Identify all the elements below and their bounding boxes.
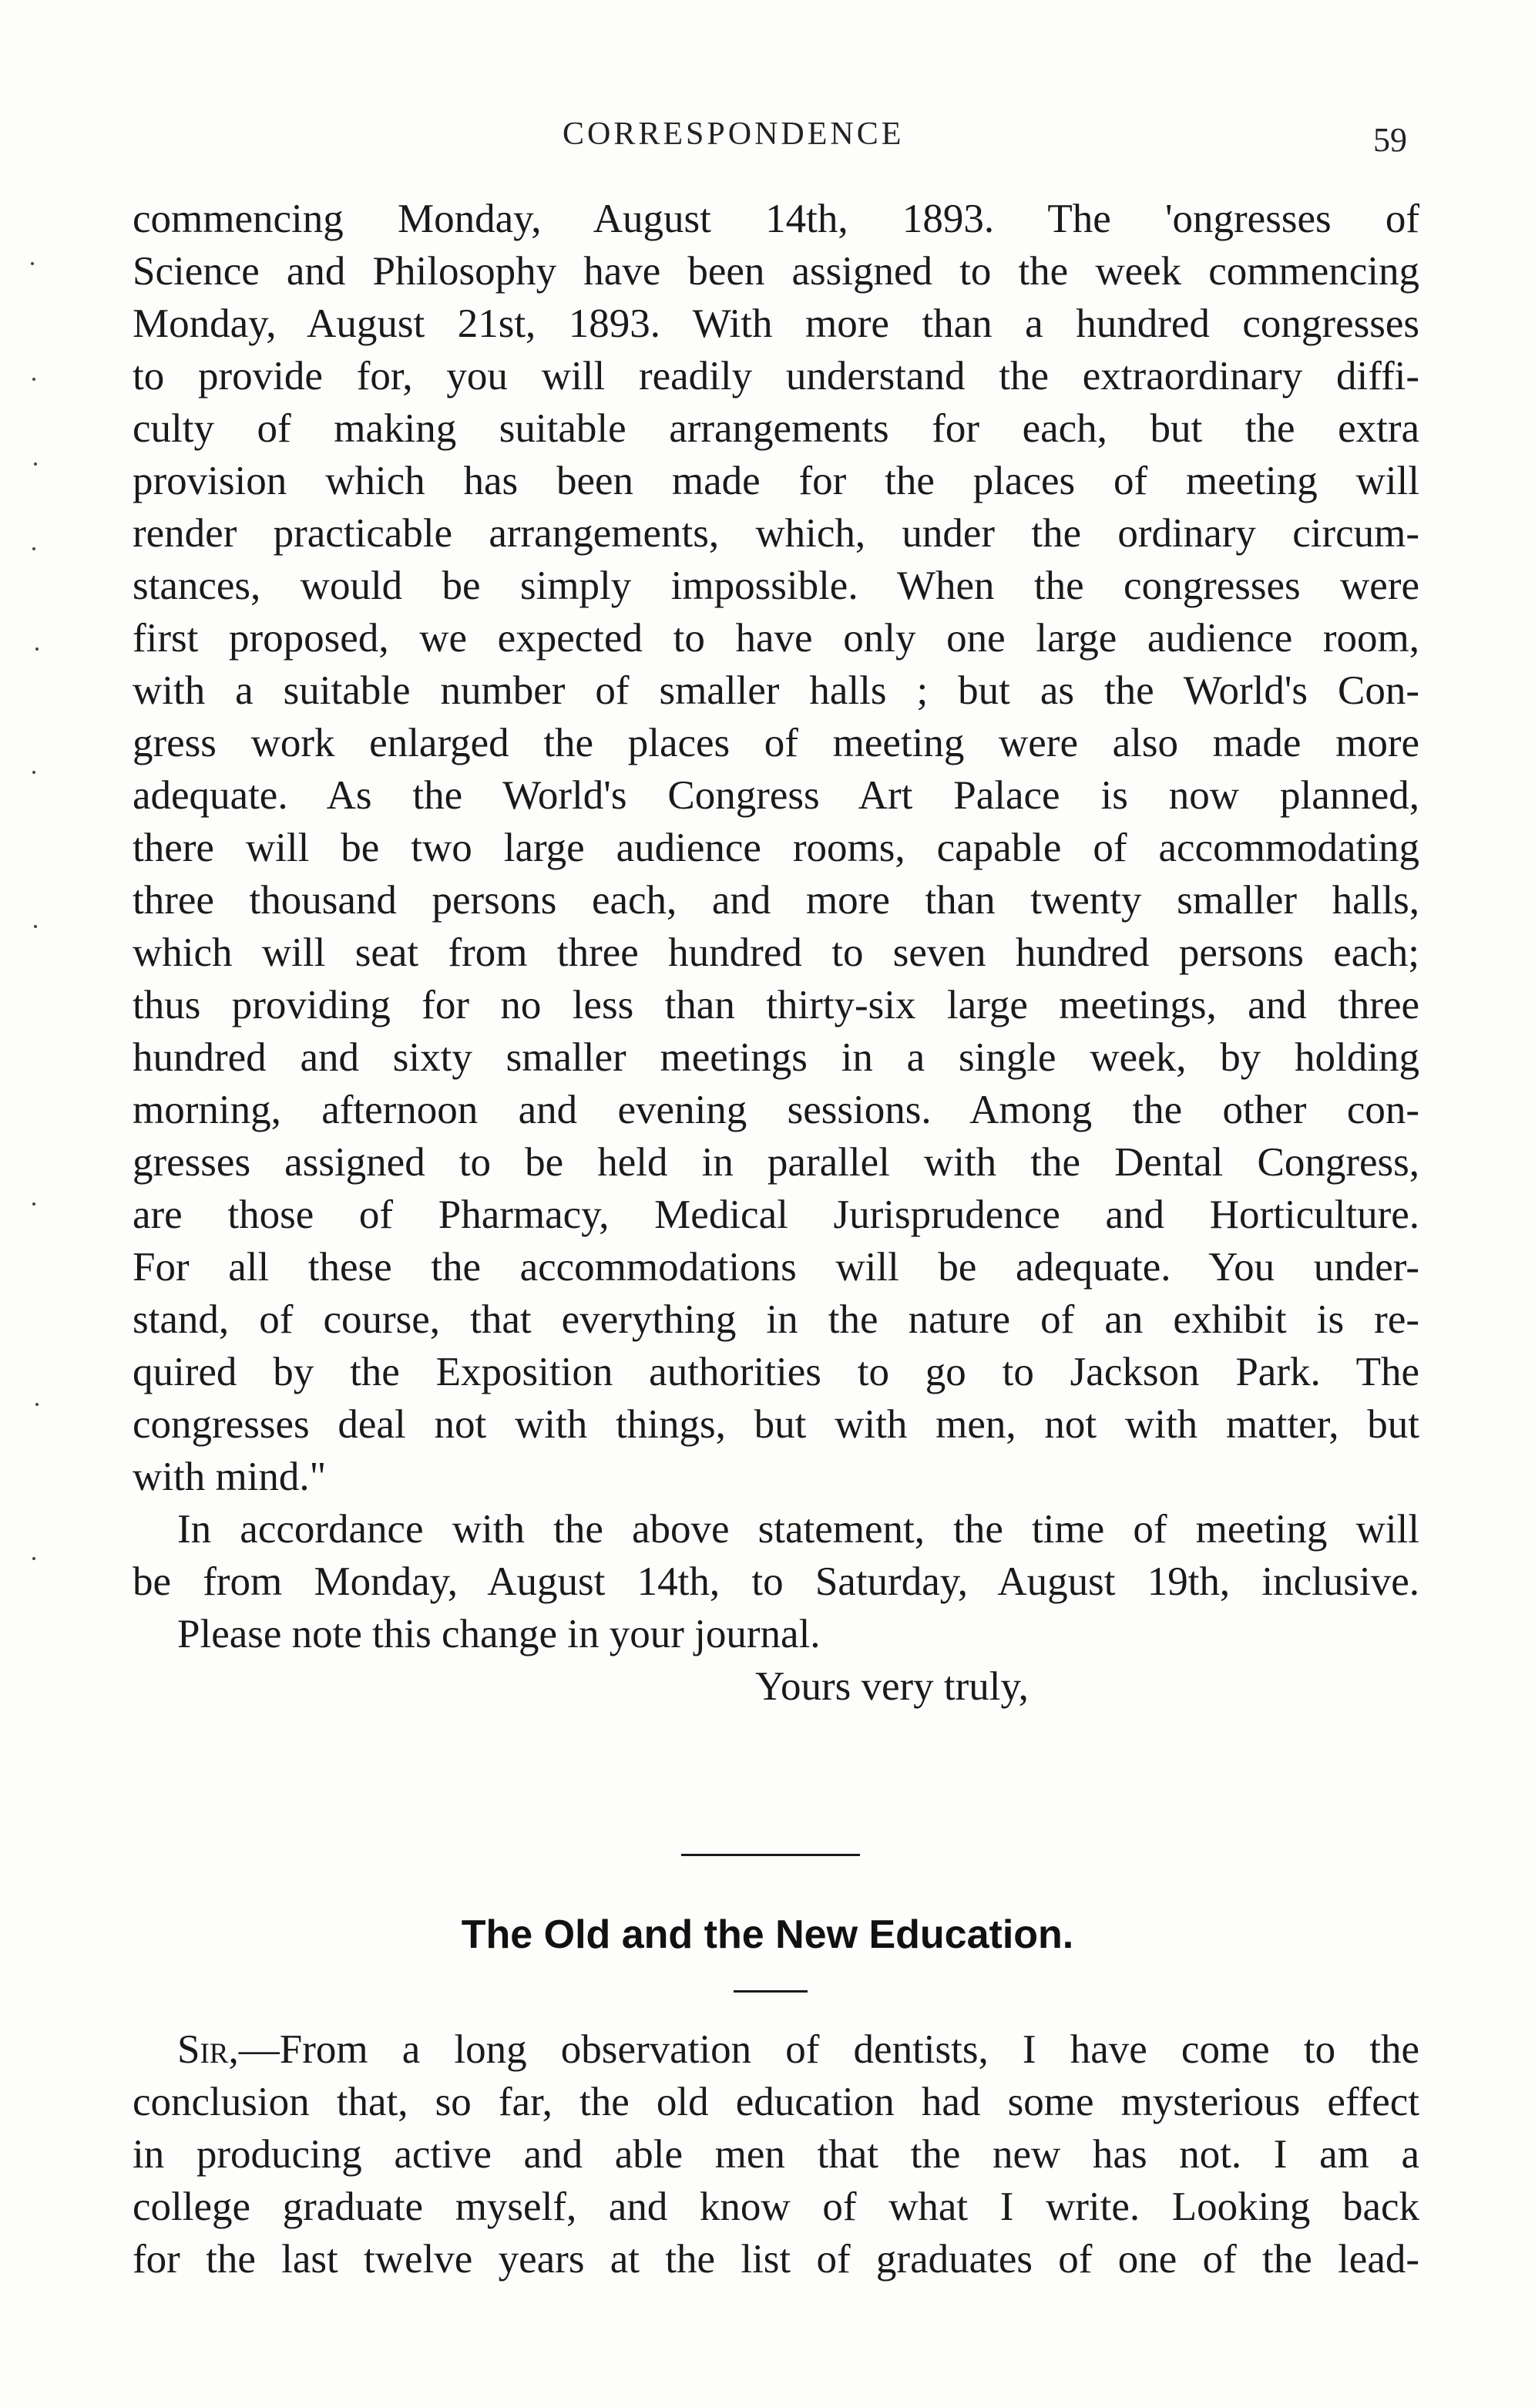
article-paragraph bbox=[133, 2076, 1419, 2285]
text-line: render practicable arrangements, which, under the ordinary circum- bbox=[133, 511, 1419, 556]
scan-speck bbox=[32, 378, 35, 381]
letter-paragraph-2 bbox=[133, 1503, 1419, 1608]
text-line: college graduate myself, and know of what I write. Looking back bbox=[133, 2184, 1419, 2229]
article-title: The Old and the New Education. bbox=[461, 1912, 1074, 1957]
text-line: commencing Monday, August 14th, 1893. The 'ongresses of bbox=[133, 197, 1419, 241]
text-line: which will seat from three hundred to seven hundred persons each; bbox=[133, 930, 1419, 975]
first-line-rest: —From a long observation of dentists, I have come to the bbox=[238, 2027, 1419, 2072]
text-line: In accordance with the above statement, the time of meeting will bbox=[177, 1507, 1419, 1552]
scan-speck bbox=[35, 647, 39, 651]
scan-speck bbox=[34, 925, 37, 928]
article-body bbox=[133, 2023, 1419, 2285]
title-underline-rule bbox=[734, 1990, 808, 1993]
text-line: with mind." bbox=[133, 1455, 327, 1499]
closing-text: Yours very truly, bbox=[755, 1664, 1029, 1709]
margin-scan-specks bbox=[23, 231, 54, 1696]
page-number: 59 bbox=[1373, 121, 1407, 159]
scan-speck bbox=[35, 1403, 39, 1406]
text-line: there will be two large audience rooms, capable of accommodating bbox=[133, 826, 1419, 870]
text-line: first proposed, we expected to have only one large audience room, bbox=[133, 616, 1419, 661]
letter-paragraph-3: Please note this change in your journal. bbox=[177, 1612, 821, 1656]
running-head bbox=[0, 116, 1535, 162]
letter-paragraph bbox=[133, 193, 1419, 1503]
text-line: with a suitable number of smaller halls ; but as the World's Con- bbox=[133, 668, 1419, 713]
text-line: culty of making suitable arrangements for each, but the extra bbox=[133, 406, 1419, 451]
text-line: quired by the Exposition authorities to go to Jackson Park. The bbox=[133, 1350, 1419, 1394]
running-title: CORRESPONDENCE bbox=[563, 116, 905, 152]
text-line: are those of Pharmacy, Medical Jurisprudence and Horticulture. bbox=[133, 1192, 1419, 1237]
text-line: stances, would be simply impossible. When the congresses were bbox=[133, 563, 1419, 608]
scan-speck bbox=[34, 462, 37, 466]
text-line: morning, afternoon and evening sessions. Among the other con- bbox=[133, 1088, 1419, 1132]
letter-body bbox=[133, 193, 1419, 1765]
scan-speck bbox=[31, 262, 34, 265]
salutation: Sir, bbox=[177, 2027, 239, 2072]
letter-closing bbox=[133, 1660, 1419, 1713]
text-line: to provide for, you will readily understand the extraordinary diffi- bbox=[133, 354, 1419, 399]
text-line: three thousand persons each, and more than twenty smaller halls, bbox=[133, 878, 1419, 923]
scan-speck bbox=[32, 771, 35, 774]
scan-speck bbox=[32, 547, 35, 550]
text-line: in producing active and able men that the new has not. I am a bbox=[133, 2132, 1419, 2177]
section-divider-rule bbox=[681, 1854, 860, 1856]
scan-speck bbox=[32, 1557, 35, 1560]
text-line: congresses deal not with things, but with men, not with matter, but bbox=[133, 1402, 1419, 1447]
text-line: for the last twelve years at the list of graduates of one of the lead- bbox=[133, 2237, 1419, 2282]
text-line: hundred and sixty smaller meetings in a single week, by holding bbox=[133, 1035, 1419, 1080]
text-line: thus providing for no less than thirty-six large meetings, and three bbox=[133, 983, 1419, 1027]
text-line: gress work enlarged the places of meeting were also made more bbox=[133, 721, 1419, 765]
article-first-line bbox=[133, 2023, 1419, 2076]
text-line: adequate. As the World's Congress Art Palace is now planned, bbox=[133, 773, 1419, 818]
text-line: Science and Philosophy have been assigned to the week commencing bbox=[133, 249, 1419, 294]
text-line: conclusion that, so far, the old education had some mysterious effect bbox=[133, 2080, 1419, 2124]
text-line: Monday, August 21st, 1893. With more than a hundred congresses bbox=[133, 301, 1419, 346]
letter-signature bbox=[133, 1713, 1419, 1765]
text-line: gresses assigned to be held in parallel with the Dental Congress, bbox=[133, 1140, 1419, 1185]
text-line: stand, of course, that everything in the nature of an exhibit is re- bbox=[133, 1297, 1419, 1342]
text-line: provision which has been made for the places of meeting will bbox=[133, 459, 1419, 503]
scan-speck bbox=[32, 1202, 35, 1206]
text-line: be from Monday, August 14th, to Saturday, August 19th, inclusive. bbox=[133, 1559, 1419, 1604]
text-line: For all these the accommodations will be adequate. You under- bbox=[133, 1245, 1419, 1290]
